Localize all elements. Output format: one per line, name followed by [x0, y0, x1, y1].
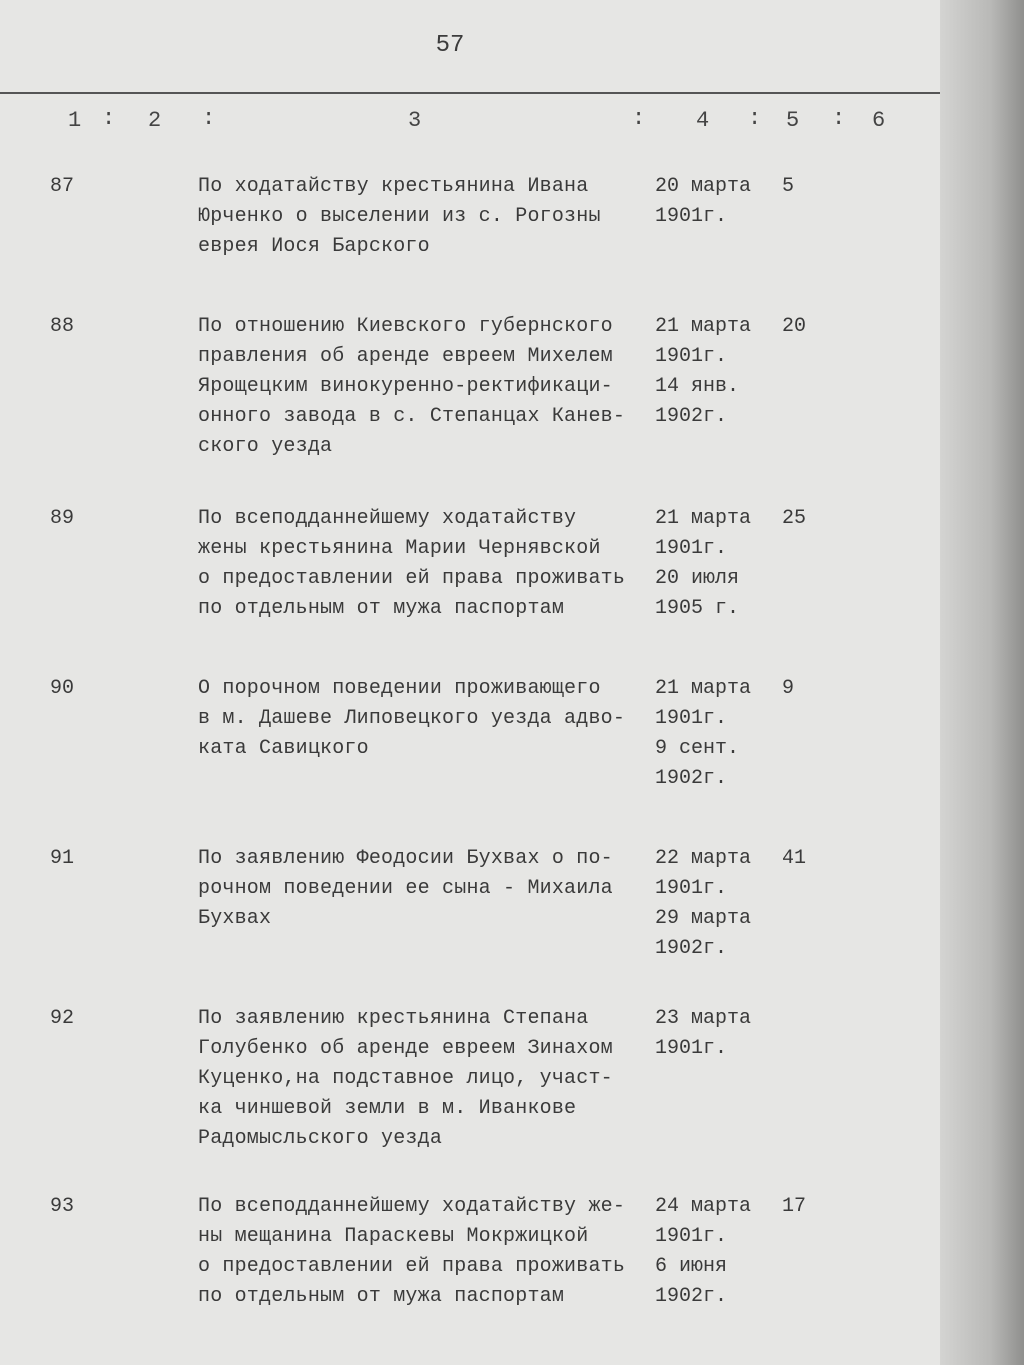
date-line: 1901г. [655, 345, 728, 368]
date-line: 1901г. [655, 1225, 728, 1248]
entry-description [198, 844, 658, 934]
entry-dates [655, 312, 765, 432]
entry-description [198, 504, 658, 624]
date-line: 1905 г. [655, 597, 740, 620]
entry-dates [655, 844, 765, 964]
entry-dates [655, 1004, 765, 1064]
description-line: ны мещанина Параскевы Мокржицкой [198, 1225, 589, 1248]
date-line: 1902г. [655, 405, 728, 428]
description-line: По отношению Киевского губернского [198, 315, 613, 338]
description-line: Юрченко о выселении из с. Рогозны [198, 205, 601, 228]
date-line: 23 марта [655, 1007, 752, 1030]
description-line: еврея Иося Барского [198, 235, 430, 258]
entry-dates [655, 1192, 765, 1312]
column-header-2: 2 [148, 108, 162, 133]
entry-dates [655, 504, 765, 624]
entry-dates [655, 674, 765, 794]
entry-sheet-count: 17 [782, 1195, 807, 1218]
description-line: Куценко,на подставное лицо, участ- [198, 1067, 613, 1090]
date-line: 9 сент. [655, 737, 740, 760]
date-line: 1901г. [655, 1037, 728, 1060]
entry-number: 88 [50, 315, 75, 338]
date-line: 20 марта [655, 175, 752, 198]
description-line: о предоставлении ей права проживать [198, 1255, 626, 1278]
column-separator: : [202, 106, 216, 131]
entry-description [198, 674, 658, 764]
entry-sheet-count: 41 [782, 847, 807, 870]
entry-description [198, 312, 658, 462]
description-line: ка чиншевой земли в м. Иванкове [198, 1097, 577, 1120]
description-line: О порочном поведении проживающего [198, 677, 601, 700]
date-line: 29 марта [655, 907, 752, 930]
entry-description [198, 1192, 658, 1312]
date-line: 1902г. [655, 937, 728, 960]
description-line: ката Савицкого [198, 737, 369, 760]
entry-dates [655, 172, 765, 232]
description-line: по отдельным от мужа паспортам [198, 1285, 565, 1308]
description-line: По ходатайству крестьянина Ивана [198, 175, 589, 198]
date-line: 20 июля [655, 567, 740, 590]
description-line: правления об аренде евреем Михелем [198, 345, 613, 368]
description-line: Радомысльского уезда [198, 1127, 443, 1150]
entry-description [198, 172, 658, 262]
column-header-1: 1 [68, 108, 82, 133]
column-header-6: 6 [872, 108, 886, 133]
date-line: 1902г. [655, 1285, 728, 1308]
date-line: 24 марта [655, 1195, 752, 1218]
date-line: 1901г. [655, 707, 728, 730]
description-line: жены крестьянина Марии Чернявской [198, 537, 601, 560]
column-separator: : [102, 106, 116, 131]
description-line: По заявлению Феодосии Бухвах о по- [198, 847, 613, 870]
column-header-4: 4 [696, 108, 710, 133]
page-number: 57 [435, 32, 465, 59]
description-line: в м. Дашеве Липовецкого уезда адво- [198, 707, 626, 730]
date-line: 1902г. [655, 767, 728, 790]
date-line: 22 марта [655, 847, 752, 870]
column-separator: : [632, 106, 646, 131]
column-header-3: 3 [408, 108, 422, 133]
description-line: Бухвах [198, 907, 272, 930]
entry-number: 90 [50, 677, 75, 700]
description-line: ского уезда [198, 435, 333, 458]
description-line: По всеподданнейшему ходатайству же- [198, 1195, 626, 1218]
description-line: рочном поведении ее сына - Михаила [198, 877, 613, 900]
date-line: 1901г. [655, 537, 728, 560]
description-line: о предоставлении ей права проживать [198, 567, 626, 590]
column-separator: : [748, 106, 762, 131]
description-line: по отдельным от мужа паспортам [198, 597, 565, 620]
description-line: Ярощецким винокуренно-ректификаци- [198, 375, 613, 398]
date-line: 21 марта [655, 507, 752, 530]
entry-sheet-count: 25 [782, 507, 807, 530]
entry-number: 87 [50, 175, 75, 198]
entry-number: 89 [50, 507, 75, 530]
description-line: Голубенко об аренде евреем Зинахом [198, 1037, 613, 1060]
column-header-5: 5 [786, 108, 800, 133]
entry-number: 91 [50, 847, 75, 870]
description-line: онного завода в с. Степанцах Канев- [198, 405, 626, 428]
date-line: 1901г. [655, 877, 728, 900]
page-edge-shadow [940, 0, 1024, 1365]
entry-sheet-count: 5 [782, 175, 795, 198]
date-line: 14 янв. [655, 375, 740, 398]
date-line: 21 марта [655, 315, 752, 338]
entry-sheet-count: 9 [782, 677, 795, 700]
date-line: 1901г. [655, 205, 728, 228]
entry-number: 92 [50, 1007, 75, 1030]
entry-description [198, 1004, 658, 1154]
description-line: По всеподданнейшему ходатайству [198, 507, 577, 530]
date-line: 21 марта [655, 677, 752, 700]
header-rule [0, 92, 940, 94]
entry-number: 93 [50, 1195, 75, 1218]
column-separator: : [832, 106, 846, 131]
description-line: По заявлению крестьянина Степана [198, 1007, 589, 1030]
entry-sheet-count: 20 [782, 315, 807, 338]
date-line: 6 июня [655, 1255, 728, 1278]
